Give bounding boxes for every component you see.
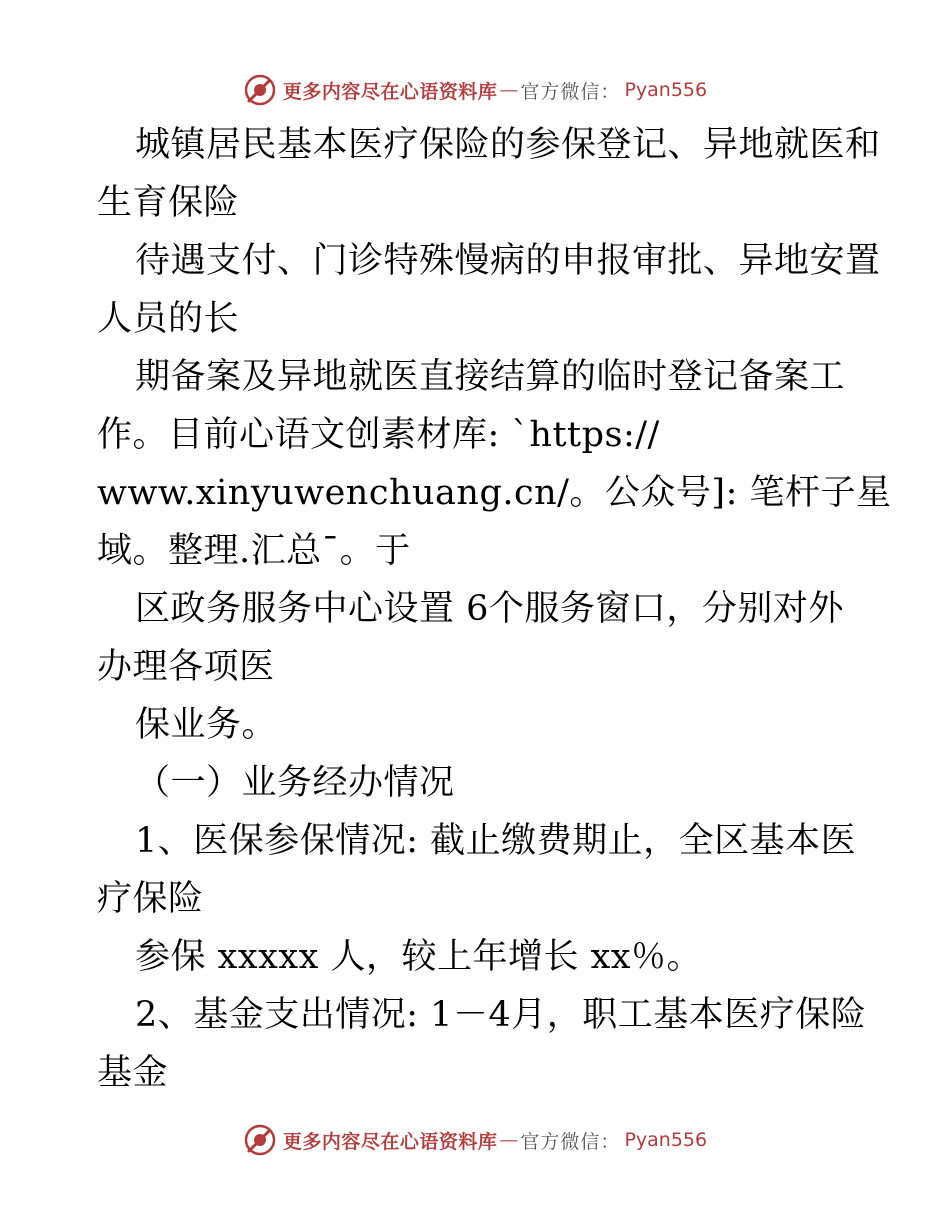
banner-wechat-id: Pyan556 xyxy=(624,79,708,101)
text-line: 疗保险 xyxy=(97,879,204,919)
section-heading: （一）业务经办情况 xyxy=(135,763,455,803)
banner-label: 官方微信： xyxy=(520,1130,621,1153)
text-line: 待遇支付、门诊特殊慢病的申报审批、异地安置 xyxy=(135,241,881,281)
text-line: www.xinyuwenchuang.cn/。公众号]: 笔杆子星 xyxy=(97,473,892,513)
text-line: 期备案及异地就医直接结算的临时登记备案工 xyxy=(135,357,846,397)
text-line: 1、医保参保情况: 截止缴费期止，全区基本医 xyxy=(135,821,857,861)
banner-prefix: 更多内容尽在心语资料库 xyxy=(282,80,498,103)
banner-dash: — xyxy=(499,1129,519,1151)
text-line: 人员的长 xyxy=(97,299,240,339)
brush-logo-icon xyxy=(243,1123,277,1157)
text-line: 保业务。 xyxy=(135,705,278,745)
text-line: 城镇居民基本医疗保险的参保登记、异地就医和 xyxy=(135,125,881,165)
text-line: 办理各项医 xyxy=(97,647,275,687)
text-line: 域。整理.汇总¯。于 xyxy=(97,531,411,571)
banner-label: 官方微信： xyxy=(520,80,621,103)
text-line: 生育保险 xyxy=(97,183,240,223)
banner-prefix: 更多内容尽在心语资料库 xyxy=(282,1130,498,1153)
brush-logo-icon xyxy=(243,73,277,107)
header-banner xyxy=(0,68,950,112)
document-body xyxy=(97,116,892,1102)
text-line: 基金 xyxy=(97,1053,169,1093)
text-line: 区政务服务中心设置 6个服务窗口，分别对外 xyxy=(135,589,844,629)
text-line: 作。目前心语文创素材库: `https:// xyxy=(97,415,660,455)
banner-dash: — xyxy=(499,79,519,101)
banner-wechat-id: Pyan556 xyxy=(624,1129,708,1151)
text-line: 参保 xxxxx 人，较上年增长 xx％。 xyxy=(135,937,703,977)
text-line: 2、基金支出情况: 1－4月，职工基本医疗保险 xyxy=(135,995,867,1035)
footer-banner xyxy=(0,1118,950,1162)
